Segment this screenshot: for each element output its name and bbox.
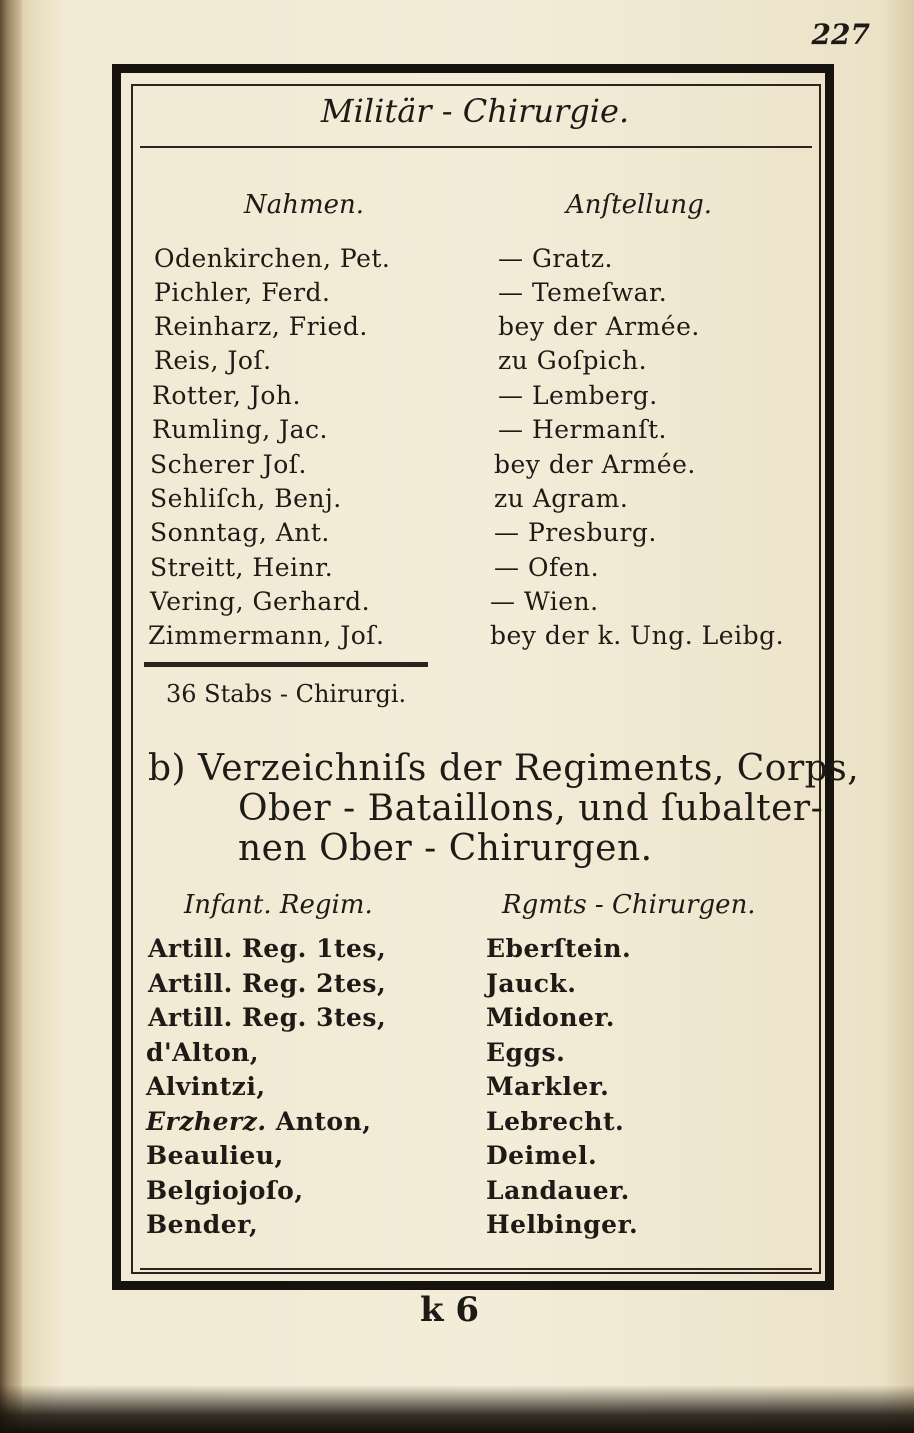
table2-regiment: d'Alton, [146, 1038, 260, 1067]
table2-surgeon: Deimel. [486, 1141, 598, 1170]
table2-header-regiment: Infant. Regim. [184, 890, 373, 920]
table1-post: — Gratz. [498, 244, 613, 273]
table1-post: bey der Armée. [494, 450, 696, 479]
table1-header-names: Nahmen. [244, 190, 365, 220]
book-spine-edge [0, 0, 22, 1433]
table1-total: 36 Stabs - Chirurgi. [166, 680, 407, 708]
table2-surgeon: Markler. [486, 1072, 610, 1101]
table1-post: — Lemberg. [498, 381, 658, 410]
page-title: Militär - Chirurgie. [320, 92, 630, 130]
table2-regiment: Anton, [275, 1107, 372, 1136]
table1-name: Odenkirchen, Pet. [154, 244, 391, 273]
table1-name: Zimmermann, Joſ. [148, 621, 385, 650]
table2-surgeon: Midoner. [486, 1003, 615, 1032]
table1-post: — Presburg. [494, 518, 657, 547]
table2-surgeon: Jauck. [486, 969, 577, 998]
table1-post: bey der Armée. [498, 312, 700, 341]
table2-regiment: Beaulieu, [146, 1141, 284, 1170]
signature-mark: k 6 [420, 1290, 480, 1330]
table2-surgeon: Helbinger. [486, 1210, 639, 1239]
table2-regiment: Artill. Reg. 1tes, [148, 934, 387, 963]
bottom-rule [140, 1268, 812, 1270]
table1-post: zu Agram. [494, 484, 629, 513]
table1-post: zu Goſpich. [498, 346, 648, 375]
table2-surgeon: Eggs. [486, 1038, 566, 1067]
table1-name: Pichler, Ferd. [154, 278, 331, 307]
table1-post: — Temeſwar. [498, 278, 668, 307]
table1-name: Rumling, Jac. [152, 415, 328, 444]
page-bottom-shadow [0, 1385, 914, 1433]
section-b-line3: nen Ober - Chirurgen. [238, 828, 653, 869]
table1-name: Rotter, Joh. [152, 381, 301, 410]
table2-surgeon: Landauer. [486, 1176, 630, 1205]
table2-regiment: Artill. Reg. 2tes, [148, 969, 387, 998]
table1-post: — Ofen. [494, 553, 600, 582]
section-b-line1: b) Verzeichniſs der Regiments, Corps, [148, 748, 860, 789]
table1-name: Reis, Joſ. [154, 346, 272, 375]
table2-regiment: Bender, [146, 1210, 259, 1239]
section-b-line2: Ober - Bataillons, und ſubalter- [238, 788, 824, 829]
table1-header-posts: Anſtellung. [566, 190, 713, 220]
table2-header-surgeon: Rgmts - Chirurgen. [502, 890, 756, 920]
table1-name: Sehliſch, Benj. [150, 484, 342, 513]
table2-surgeon: Lebrecht. [486, 1107, 625, 1136]
table2-regiment: Artill. Reg. 3tes, [148, 1003, 387, 1032]
page-number: 227 [811, 18, 870, 51]
table1-name: Reinharz, Fried. [154, 312, 368, 341]
table1-name: Sonntag, Ant. [150, 518, 330, 547]
table1-post: — Hermanſt. [498, 415, 667, 444]
table1-name: Scherer Joſ. [150, 450, 307, 479]
table1-post: bey der k. Ung. Leibg. [490, 621, 785, 650]
title-rule [140, 146, 812, 148]
table1-name: Vering, Gerhard. [150, 587, 371, 616]
table2-regiment: Belgiojoſo, [146, 1176, 304, 1205]
table2-regiment-cell [146, 1107, 371, 1141]
table2-regiment: Alvintzi, [146, 1072, 266, 1101]
table1-name: Streitt, Heinr. [150, 553, 334, 582]
table2-regiment-prefix: Erzherz. [146, 1107, 267, 1136]
table1-post: — Wien. [490, 587, 599, 616]
table2-surgeon: Eberſtein. [486, 934, 632, 963]
total-rule [144, 662, 428, 667]
